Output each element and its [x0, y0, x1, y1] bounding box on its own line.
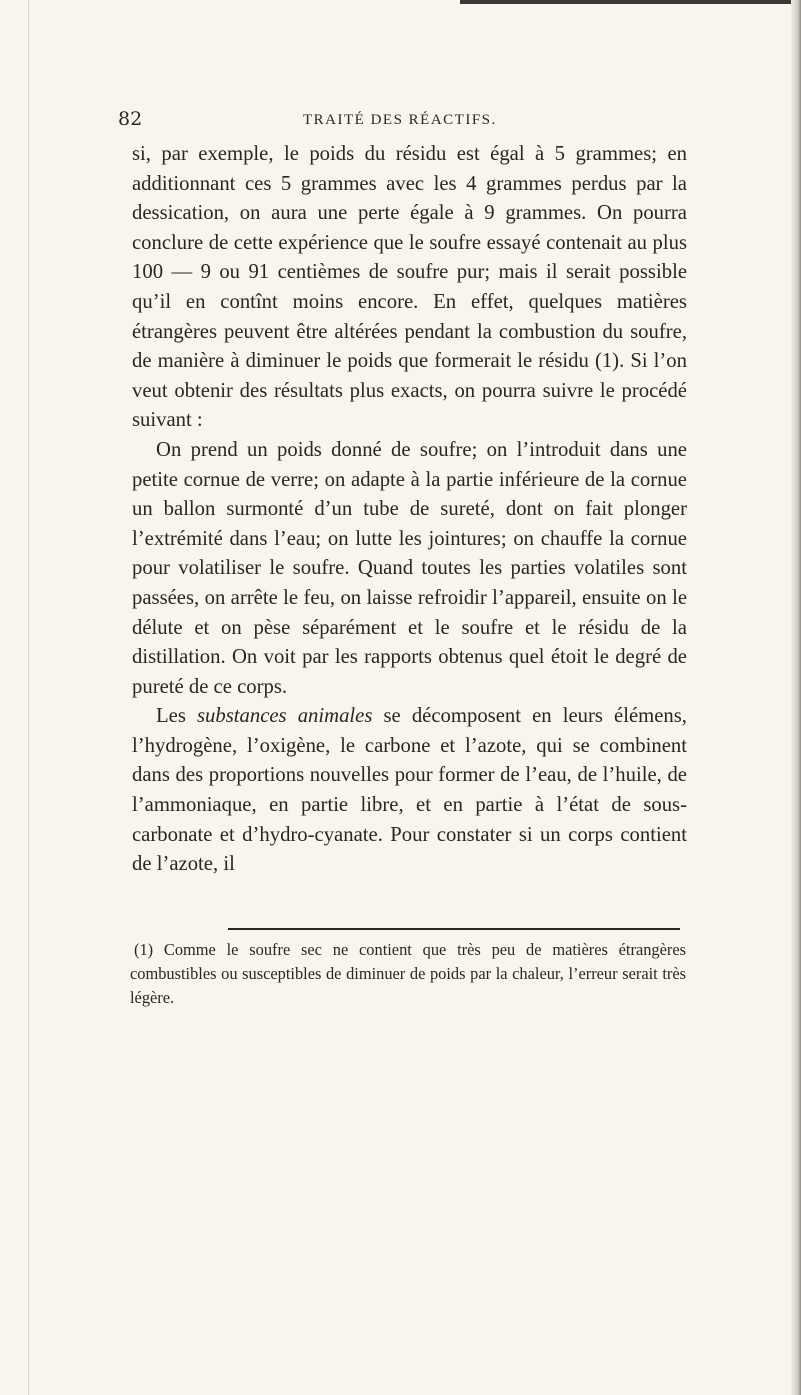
- body-text: [132, 140, 687, 880]
- paragraph-3-rest: se décomposent en leurs élémens, l’hydrogène, l’oxigène, le carbone et l’azote, qui se combinent dans des proportions nouvelles pour former de l’eau, de l’huile, de l’ammoniaque, en partie libre, et en partie à l’état de sous-carbonate et d’hydro-cyanate. Pour constater si un corps contient de l’azote, il: [132, 705, 687, 876]
- paragraph-3-start: Les: [156, 705, 197, 728]
- paragraph-2: On prend un poids donné de soufre; on l’introduit dans une petite cornue de verre; on adapte à la partie inférieure de la cornue un ballon surmonté d’un tube de sureté, dont on fait plonger l’extrémité dans l’eau; on lutte les jointures; on chauffe la cornue pour volatiliser le soufre. Quand toutes les parties volatiles sont passées, on arrête le feu, on laisse refroidir l’appareil, ensuite on le délute et on pèse séparément et le soufre et le résidu de la distillation. On voit par les rapports obtenus quel étoit le degré de pureté de ce corps.: [132, 438, 687, 698]
- paragraph-3-italic: substances animales: [196, 705, 373, 728]
- scan-border-top: [460, 0, 801, 4]
- running-title: TRAITÉ DES RÉACTIFS.: [303, 112, 497, 128]
- page-number: 82: [118, 108, 143, 130]
- page-edge: [28, 0, 29, 1395]
- footnote-text: (1) Comme le soufre sec ne contient que très peu de matières étrangères combustibles ou susceptibles de diminuer de poids par la chaleur, l’erreur serait très légère.: [130, 940, 686, 1007]
- scan-border-right: [791, 0, 801, 1395]
- paragraph-3: [132, 702, 687, 880]
- paragraph-1: si, par exemple, le poids du résidu est égal à 5 grammes; en additionnant ces 5 grammes avec les 4 grammes perdus par la dessication, on aura une perte égale à 9 grammes. On pourra conclure de cette expérience que le soufre essayé contenait au plus 100 — 9 ou 91 centièmes de soufre pur; mais il serait possible qu’il en contînt moins encore. En effet, quelques matières étrangères peuvent être altérées pendant la combustion du soufre, de manière à diminuer le poids que formerait le résidu (1). Si l’on veut obtenir des résultats plus exacts, on pourra suivre le procédé suivant :: [132, 143, 687, 432]
- footnote: [130, 938, 686, 1010]
- footnote-rule: [228, 928, 680, 930]
